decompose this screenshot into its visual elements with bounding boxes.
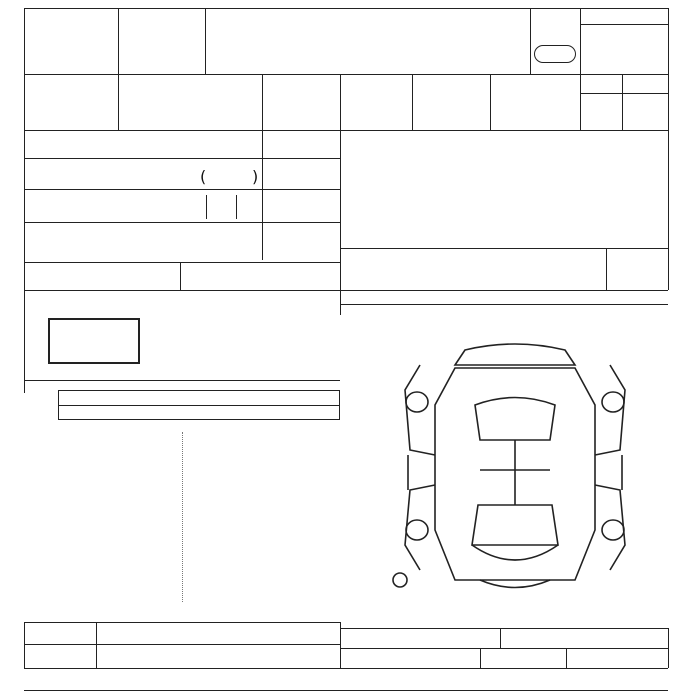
divider: [340, 74, 341, 130]
divider: [480, 648, 481, 668]
drive-4wd-circled: [534, 45, 576, 63]
divider: [340, 628, 668, 629]
divider: [340, 304, 668, 305]
equipment-top-row: [344, 263, 604, 277]
divider: [668, 628, 669, 668]
divider: [580, 24, 668, 25]
divider: [566, 648, 567, 668]
first-listing-stamp: [48, 318, 140, 364]
divider: [530, 8, 531, 74]
divider: [24, 262, 340, 263]
row1-bottom: [24, 74, 668, 75]
divider: [412, 74, 413, 130]
divider: [24, 690, 340, 691]
divider: [24, 622, 340, 623]
divider: [24, 290, 668, 291]
divider: [96, 622, 97, 668]
divider: [340, 248, 668, 249]
divider: [182, 432, 183, 602]
divider: [580, 93, 668, 94]
divider: [340, 648, 668, 649]
divider: [118, 8, 119, 130]
divider: [24, 158, 340, 159]
divider: [606, 248, 607, 290]
divider: [236, 195, 237, 219]
divider: [500, 628, 501, 648]
divider: [24, 622, 25, 668]
equipment-bottom-row: [344, 278, 604, 290]
divider: [24, 189, 340, 190]
divider: [340, 668, 668, 669]
divider: [340, 690, 668, 691]
divider: [180, 262, 181, 290]
divider: [205, 8, 206, 74]
row2-bottom: [24, 130, 668, 131]
frame-top: [24, 8, 668, 9]
divider: [24, 644, 340, 645]
divider: [340, 130, 341, 315]
inspect-day-open: (: [200, 167, 207, 186]
divider: [622, 74, 623, 130]
divider: [262, 130, 263, 260]
frame-right: [668, 8, 669, 130]
frame-left: [24, 8, 25, 393]
divider: [24, 222, 340, 223]
divider: [490, 74, 491, 130]
divider: [24, 380, 340, 381]
divider: [580, 8, 581, 130]
divider: [206, 195, 207, 219]
divider: [668, 130, 669, 290]
divider: [24, 668, 340, 669]
divider: [58, 405, 340, 406]
inspect-day-close: ): [252, 167, 259, 186]
car-damage-diagram: [360, 330, 670, 610]
divider: [262, 74, 263, 130]
